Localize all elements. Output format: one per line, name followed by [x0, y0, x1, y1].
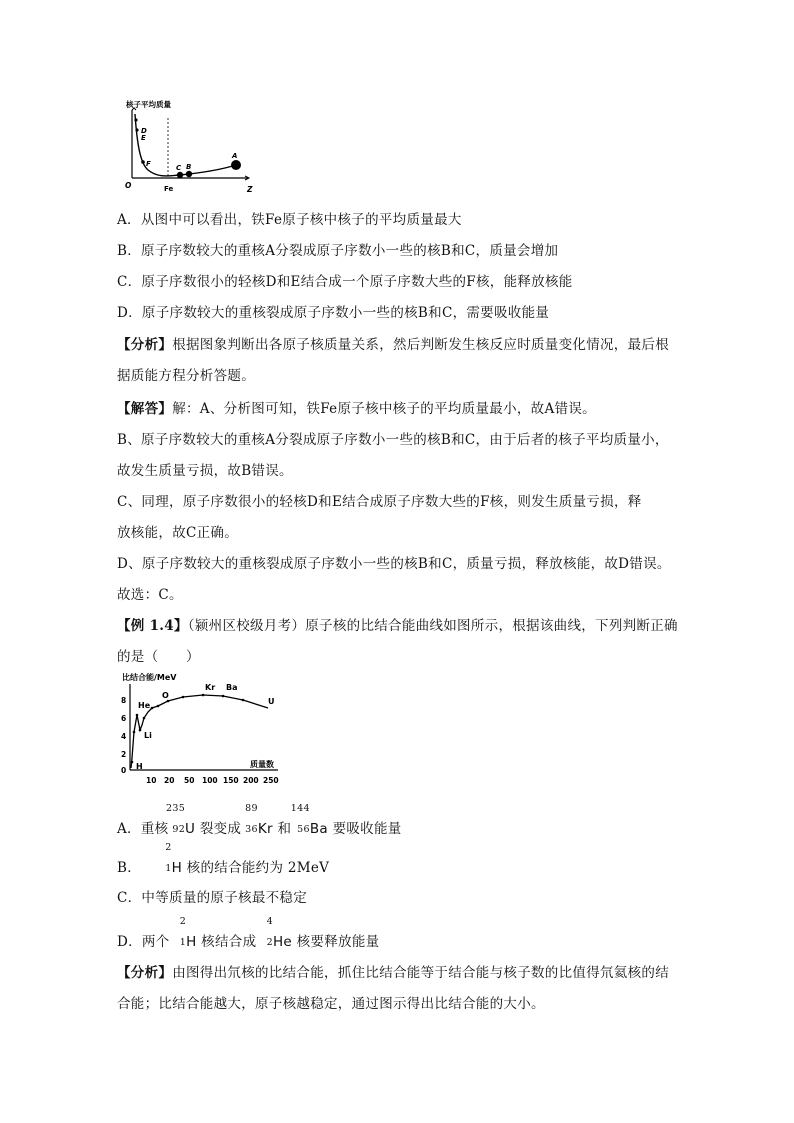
- nuclide-ba: Ba: [226, 683, 238, 692]
- label-a: A: [232, 152, 238, 160]
- q1-option-a: A．从图中可以看出，铁Fe原子核中核子的平均质量最大: [117, 212, 462, 228]
- nuclide-he: He: [138, 701, 151, 710]
- example-line2: 的是（ ）: [117, 649, 200, 665]
- nuclide-h: H: [136, 762, 143, 771]
- label-c: C: [176, 164, 182, 172]
- xtick-50: 50: [184, 776, 195, 785]
- label-f: F: [146, 160, 151, 168]
- nuclide-u: U: [268, 697, 275, 706]
- example-tag: 【例 1.4】: [117, 618, 188, 634]
- q2-option-c: C．中等质量的原子核最不稳定: [117, 890, 308, 906]
- nuclide-o: O: [162, 691, 169, 700]
- analysis2-line1: 【分析】由图得出氘核的比结合能，抓住比结合能等于结合能与核子数的比值得氘氦核的结: [117, 965, 670, 981]
- analysis1-tag: 【分析】: [117, 337, 173, 353]
- xtick-20: 20: [164, 776, 175, 785]
- nuclide-li: Li: [144, 731, 152, 740]
- q2-option-b: B． 2 1 H 核的结合能约为 2MeV: [117, 842, 330, 876]
- analysis1-line1: 【分析】根据图象判断出各原子核质量关系，然后判断发生核反应时质量变化情况，最后根: [117, 337, 670, 353]
- average-mass-chart: [120, 98, 260, 198]
- label-b: B: [186, 163, 192, 171]
- analysis2-line2: 合能；比结合能越大，原子核越稳定，通过图示得出比结合能的大小。: [117, 996, 545, 1012]
- q1-option-b: B．原子序数较大的重核A分裂成原子序数小一些的核B和C，质量会增加: [117, 243, 559, 259]
- xtick-150: 150: [223, 776, 239, 785]
- fig1-xlabel: Z: [247, 185, 253, 194]
- fig1-origin: O: [125, 181, 132, 190]
- q1-option-d: D．原子序数较大的重核裂成原子序数小一些的核B和C，需要吸收能量: [117, 305, 550, 321]
- answer1-line5: 放核能，故C正确。: [117, 525, 239, 541]
- ytick-2: 2: [121, 750, 127, 759]
- ytick-4: 4: [121, 732, 127, 741]
- answer1-line3: 故发生质量亏损，故B错误。: [117, 463, 293, 479]
- label-d: D: [141, 127, 147, 135]
- xtick-10: 10: [146, 776, 157, 785]
- fig2-ylabel: 比结合能/MeV: [122, 673, 177, 682]
- answer1-line4: C、同理，原子序数很小的轻核D和E结合成原子序数大些的F核，则发生质量亏损，释: [117, 494, 642, 510]
- ytick-0: 0: [121, 766, 127, 775]
- answer1-line7: 故选：C。: [117, 587, 183, 603]
- label-e: E: [141, 134, 146, 142]
- ytick-8: 8: [121, 696, 127, 705]
- answer1-tag: 【解答】: [117, 401, 173, 417]
- xtick-100: 100: [202, 776, 218, 785]
- fig1-fe-label: Fe: [164, 185, 174, 193]
- answer1-line6: D、原子序数较大的重核裂成原子序数小一些的核B和C，质量亏损，释放核能，故D错误。: [117, 556, 671, 572]
- q1-option-c: C．原子序数很小的轻核D和E结合成一个原子序数大些的F核，能释放核能: [117, 274, 573, 290]
- fig2-xlabel: 质量数: [250, 760, 274, 769]
- xtick-250: 250: [263, 776, 279, 785]
- ytick-6: 6: [121, 714, 127, 723]
- nuclide-kr: Kr: [205, 683, 216, 692]
- q2-option-d: D．两个 2 1 H 核结合成 4 2 He 核要释放能量: [117, 916, 380, 950]
- analysis1-line2: 据质能方程分析答题。: [117, 368, 255, 384]
- binding-energy-chart: [118, 670, 288, 790]
- analysis2-tag: 【分析】: [117, 965, 173, 981]
- q2-option-a: A．重核 235 92 U 裂变成 89 36 Kr 和 144 56 Ba 要吸收能量: [117, 803, 402, 837]
- fig1-ylabel: 核子平均质量: [126, 100, 171, 109]
- xtick-200: 200: [243, 776, 259, 785]
- example-line1: 【例 1.4】（颍州区校级月考）原子核的比结合能曲线如图所示，根据该曲线，下列判断正确: [117, 618, 678, 634]
- answer1-line1: 【解答】解：A、分析图可知，铁Fe原子核中核子的平均质量最小，故A错误。: [117, 401, 596, 417]
- answer1-line2: B、原子序数较大的重核A分裂成原子序数小一些的核B和C，由于后者的核子平均质量小，: [117, 432, 669, 448]
